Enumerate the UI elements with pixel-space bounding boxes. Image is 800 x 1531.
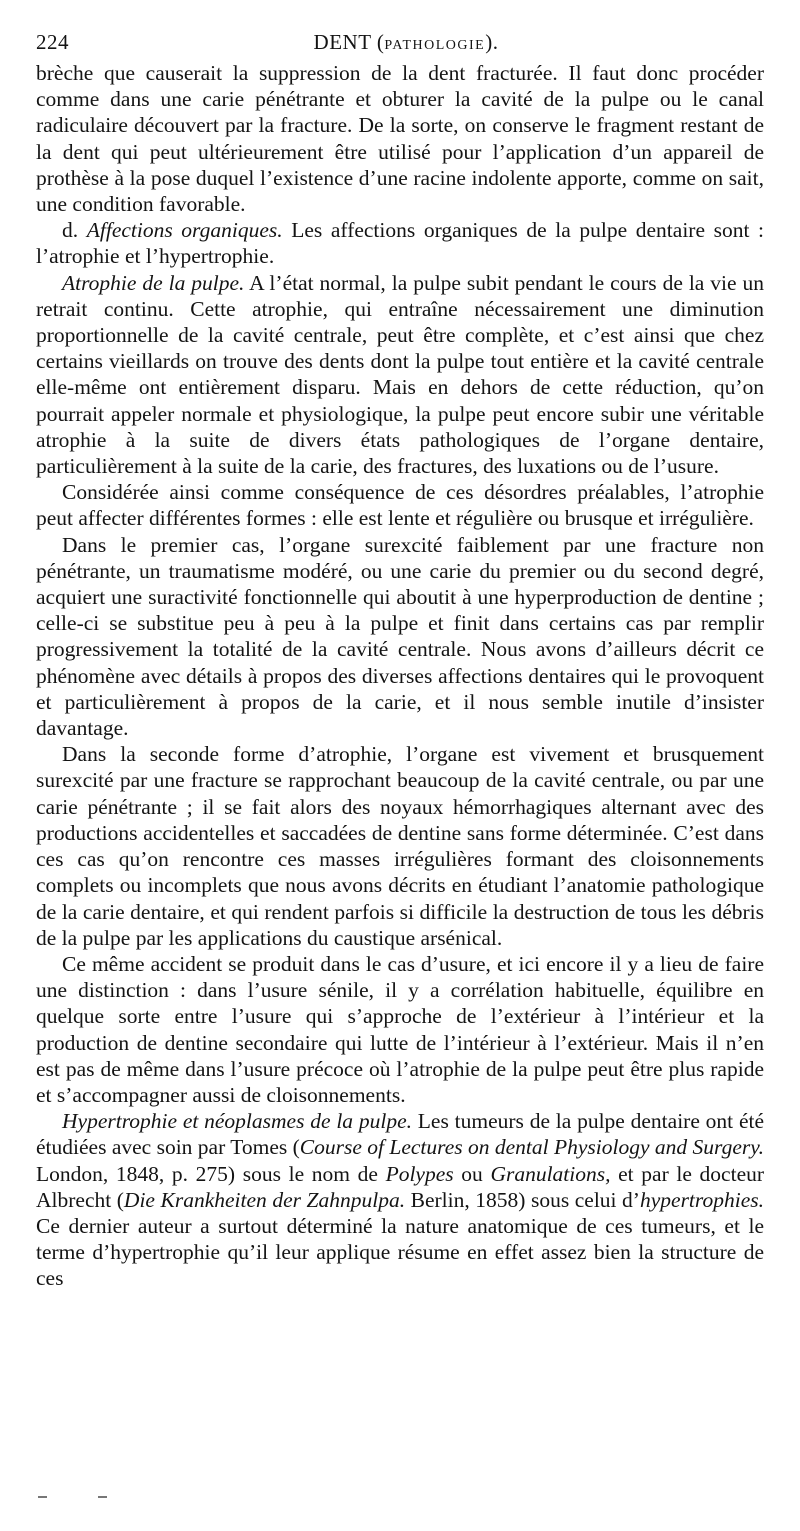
text-run: Ce dernier auteur a surtout déterminé la nature anatomique de ces tumeurs, et le terme d’hypertrophie qu’il leur applique résume en effet assez bien la structure de ces xyxy=(36,1213,764,1291)
running-title-main: DENT ( xyxy=(313,30,385,54)
running-head xyxy=(36,30,764,60)
body-text xyxy=(36,60,764,1292)
text-run: et par le docteur Albrecht ( xyxy=(36,1161,765,1212)
speck-mark xyxy=(98,1496,107,1498)
paragraph xyxy=(36,741,764,951)
running-title-end: ). xyxy=(485,30,499,54)
text-run: ou xyxy=(453,1161,491,1186)
paragraph xyxy=(36,217,764,269)
italic-text: Polypes xyxy=(385,1161,454,1186)
italic-text: Affections organiques. xyxy=(86,218,283,243)
speck-mark xyxy=(38,1496,47,1498)
italic-text: Atrophie de la pulpe. xyxy=(62,270,245,295)
italic-text: Course of Lectures on dental Physiology and Surgery. xyxy=(299,1135,764,1160)
running-title-smallcaps: PATHOLOGIE xyxy=(384,38,486,53)
paragraph xyxy=(36,951,764,1108)
italic-text: Die Krankheiten der Zahnpulpa. xyxy=(123,1187,406,1212)
italic-text: Granulations, xyxy=(490,1161,611,1186)
text-run: Dans la seconde forme d’atrophie, l’organe est vivement et brusquement surexcité par une fracture se rapprochant beaucoup de la cavité centrale, ou par une carie pénétrante ; il se fait alors des noyaux hémorrhagiques alternant avec des productions accidentelles et saccadées de dentine sans forme déterminée. C’est dans ces cas qu’on rencontre ces masses irrégulières formant des cloisonnements complets ou incomplets que nous avons décrits en étudiant l’anatomie pathologique de la carie dentaire, et qui rendent parfois si difficile la destruction de tous les débris de la pulpe par les applications du caustique arsénical. xyxy=(36,742,764,950)
text-run: brèche que causerait la suppression de la dent fracturée. Il faut donc procéder comme dans une carie pénétrante et obturer la cavité de la pulpe ou le canal radiculaire découvert par la fracture. De la sorte, on conserve le fragment restant de la dent qui peut ultérieurement être utilisé pour l’application d’un appareil de prothèse à la pose duquel l’existence d’une racine indolente apporte, comme on sait, une condition favorable. xyxy=(36,61,764,217)
running-title xyxy=(36,30,764,55)
paragraph xyxy=(36,479,764,531)
text-run: Berlin, 1858) sous celui d’ xyxy=(405,1187,640,1212)
italic-text: hypertrophies. xyxy=(639,1187,764,1212)
paragraph xyxy=(36,532,764,742)
italic-text: Hypertrophie et néoplasmes de la pulpe. xyxy=(62,1109,412,1134)
page-number: 224 xyxy=(36,30,69,54)
text-run: Les affections organiques de la pulpe dentaire sont : l’atrophie et l’hypertrophie. xyxy=(36,218,764,269)
text-run: Les tumeurs de la pulpe dentaire ont été étudiées avec soin par Tomes ( xyxy=(36,1109,764,1160)
text-run: Ce même accident se produit dans le cas d’usure, et ici encore il y a lieu de faire une distinction : dans l’usure sénile, il y a corrélation habituelle, équilibre en quelque sorte entre l’usure qui s’approche de l’extérieur à l’intérieur et la production de dentine secondaire qui lutte de l’intérieur à l’extérieur. Mais il n’en est pas de même dans l’usure précoce où l’atrophie de la pulpe peut être plus rapide et s’accompagner aussi de cloisonnements. xyxy=(36,951,764,1107)
text-run: London, 1848, p. 275) sous le nom de xyxy=(36,1161,386,1186)
paragraph xyxy=(36,270,764,480)
paragraph xyxy=(36,1108,764,1291)
text-run: A l’état normal, la pulpe subit pendant le cours de la vie un retrait continu. Cette atrophie, qui entraîne nécessairement une diminution proportionnelle de la cavité centrale, peut être complète, et c’est ainsi que chez certains vieillards on trouve des dents dont la pulpe tout entière et la cavité centrale elle-même ont entièrement disparu. Mais en dehors de cette réduction, qu’on pourrait appeler normale et physiologique, la pulpe peut encore subir une véritable atrophie à la suite de divers états pathologiques de l’organe dentaire, particulièrement à la suite de la carie, des fractures, des luxations ou de l’usure. xyxy=(36,270,764,479)
text-run: d. xyxy=(62,218,87,243)
text-run: Dans le premier cas, l’organe surexcité faiblement par une fracture non pénétrante, un traumatisme modéré, ou une carie du premier ou du second degré, acquiert une suractivité fonctionnelle qui aboutit à une hyperproduction de dentine ; celle-ci se substitue peu à peu à la pulpe et finit dans certains cas par remplir progressivement la totalité de la cavité centrale. Nous avons d’ailleurs décrit ce phénomène avec détails à propos des diverses affections dentaires qui le provoquent et particulièrement à propos de la carie, et il nous semble inutile d’insister davantage. xyxy=(36,532,764,741)
text-run: Considérée ainsi comme conséquence de ces désordres préalables, l’atrophie peut affecter différentes formes : elle est lente et régulière ou brusque et irrégulière. xyxy=(36,480,764,531)
paragraph xyxy=(36,60,764,217)
